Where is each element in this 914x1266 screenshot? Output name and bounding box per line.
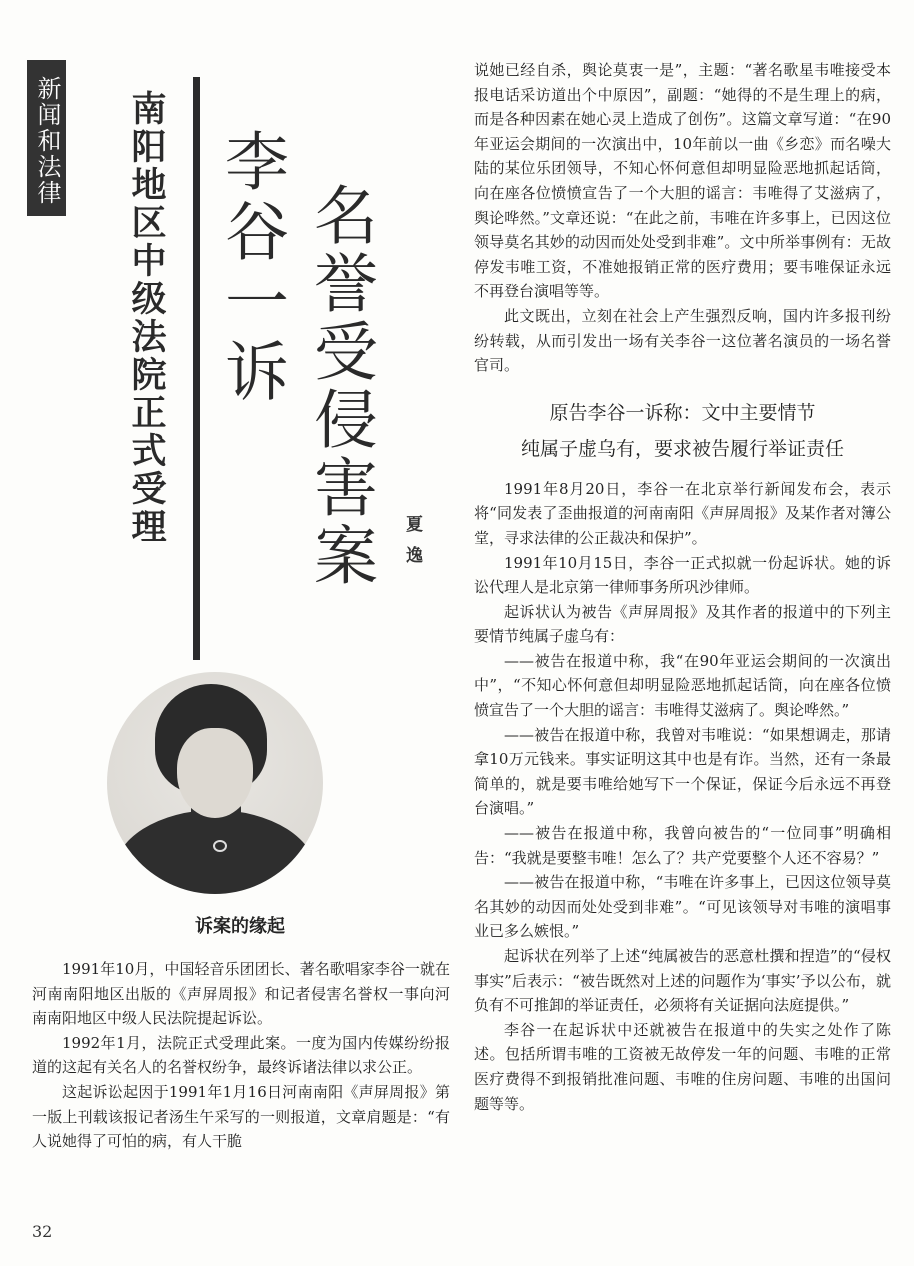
right-body-column <box>474 58 891 1116</box>
article-title-line2: 名誉受侵害案 <box>303 182 377 590</box>
paragraph: ——被告在报道中称，我曾对韦唯说：“如果想调走，那请拿10万元钱来。事实证明这其中也是有诈。当然，还有一条最简单的，就是要韦唯给她写下一个保证，保证今后永远不再登台演唱。” <box>474 725 891 818</box>
paragraph: 1992年1月，法院正式受理此案。一度为国内传媒纷纷报道的这起有关名人的名誉权纷争，最终诉诸法律以求公正。 <box>32 1033 450 1077</box>
article-subtitle: 南阳地区中级法院正式受理 <box>126 90 166 546</box>
paragraph: ——被告在报道中称，我“在90年亚运会期间的一次演出中”，“不知心怀何意但却明显险恶地抓起话筒，向在座各位愤愤宣告了一个大胆的谣言：韦唯得艾滋病了。舆论哗然。” <box>474 651 891 720</box>
paragraph: 1991年8月20日，李谷一在北京举行新闻发布会，表示将“同发表了歪曲报道的河南南阳《声屏周报》及某作者对簿公堂，寻求法律的公正裁决和保护”。 <box>474 479 891 547</box>
paragraph: 说她已经自杀，舆论莫衷一是”，主题：“著名歌星韦唯接受本报电话采访道出个中原因”，副题：“她得的不是生理上的病，而是各种因素在她心灵上造成了创伤”。这篇文章写道：“在90年亚运会期间的一次演出中，10年前以一曲《乡恋》而名噪大陆的某位乐团领导，不知心怀何意但却明显险恶地抓起话筒，向在座各位愤愤宣告了一个大胆的谣言：韦唯得了艾滋病了，舆论哗然。”文章还说：“在此之前，韦唯在许多事上，已因这位领导莫名其妙的动因而处处受到非难”。文中所举事例有：无故停发韦唯工资，不准她报销正常的医疗费用；要韦唯保证永远不再登台演唱等等。 <box>474 61 891 301</box>
left-body-column <box>32 957 450 1154</box>
subheading-line2: 纯属子虚乌有，要求被告履行举证责任 <box>520 437 844 460</box>
subheading-line1: 原告李谷一诉称：文中主要情节 <box>549 401 816 424</box>
author-byline: 夏逸 <box>402 515 422 577</box>
paragraph: 起诉状在列举了上述“纯属被告的恶意杜撰和捏造”的“侵权事实”后表示：“被告既然对上述的问题作为‘事实’予以公布，就负有不可推卸的举证责任，必须将有关证据向法庭提供。” <box>474 947 891 1015</box>
paragraph: 这起诉讼起因于1991年1月16日河南南阳《声屏周报》第一版上刊载该报记者汤生午采写的一则报道，文章肩题是：“有人说她得了可怕的病，有人干脆 <box>32 1082 450 1151</box>
paragraph: 李谷一在起诉状中还就被告在报道中的失实之处作了陈述。包括所谓韦唯的工资被无故停发一年的问题、韦唯的正常医疗费得不到报销批准问题、韦唯的住房问题、韦唯的出国问题等等。 <box>474 1020 891 1113</box>
paragraph: ——被告在报道中称，我曾向被告的“一位同事”明确相告：“我就是要整韦唯！怎么了？共产党要整个人还不容易？” <box>474 824 891 867</box>
title-divider <box>193 77 200 660</box>
subheading <box>474 395 891 467</box>
portrait-photo <box>107 672 323 894</box>
section-heading-origin: 诉案的缘起 <box>195 916 285 937</box>
paragraph: 此文既出，立刻在社会上产生强烈反响，国内许多报刊纷纷转载，从而引发出一场有关李谷一这位著名演员的一场名誉官司。 <box>474 306 891 375</box>
section-badge: 新闻和法律 <box>27 60 66 216</box>
article-title-line1: 李谷一诉 <box>214 128 288 408</box>
paragraph: 起诉状认为被告《声屏周报》及其作者的报道中的下列主要情节纯属子虚乌有： <box>474 602 891 646</box>
paragraph: 1991年10月，中国轻音乐团团长、著名歌唱家李谷一就在河南南阳地区出版的《声屏周报》和记者侵害名誉权一事向河南南阳地区中级人民法院提起诉讼。 <box>32 960 450 1028</box>
paragraph: 1991年10月15日，李谷一正式拟就一份起诉状。她的诉讼代理人是北京第一律师事务所巩沙律师。 <box>474 553 891 597</box>
paragraph: ——被告在报道中称，“韦唯在许多事上，已因这位领导莫名其妙的动因而处处受到非难”。“可见该领导对韦唯的演唱事业已多么嫉恨。” <box>474 873 891 941</box>
page-number: 32 <box>32 1222 53 1241</box>
